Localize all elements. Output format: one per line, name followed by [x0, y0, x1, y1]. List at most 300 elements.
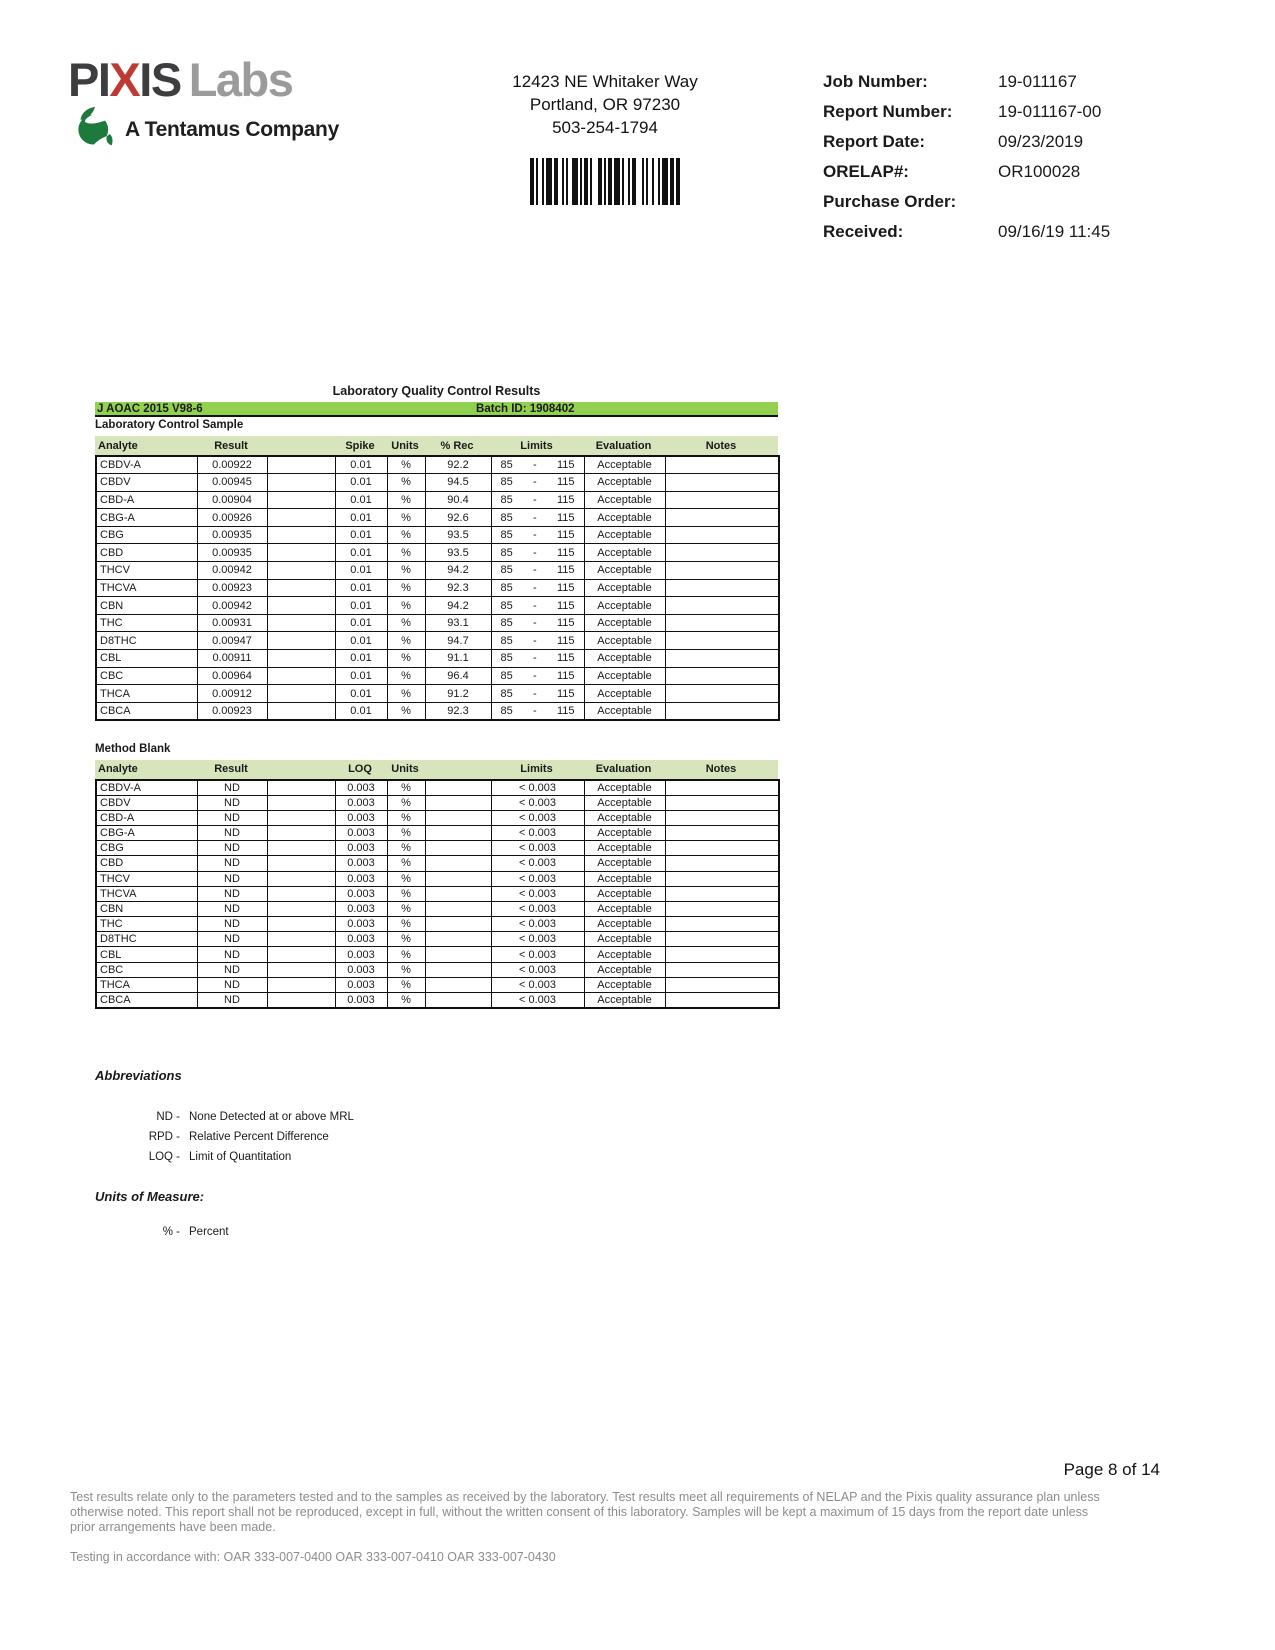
- units-cell: %: [387, 977, 425, 992]
- result-cell: 0.00964: [197, 667, 267, 685]
- result-cell: ND: [197, 977, 267, 992]
- percent-rec-cell: 94.2: [425, 562, 491, 580]
- table-row: [96, 650, 779, 668]
- units-cell: %: [387, 993, 425, 1008]
- report-date-value: 09/23/2019: [998, 132, 1084, 151]
- evaluation-cell: Acceptable: [584, 544, 665, 562]
- empty-cell: [267, 491, 335, 509]
- table-row: [96, 544, 779, 562]
- limits-cell: 85 - 115: [491, 650, 584, 668]
- empty-cell: [267, 632, 335, 650]
- percent-rec-cell: [425, 993, 491, 1008]
- notes-cell: [665, 993, 779, 1008]
- analyte-cell: THCA: [96, 685, 197, 703]
- result-cell: 0.00947: [197, 632, 267, 650]
- table-row: [96, 614, 779, 632]
- notes-cell: [665, 932, 779, 947]
- empty-cell: [267, 579, 335, 597]
- table-row: [96, 917, 779, 932]
- units-cell: %: [387, 526, 425, 544]
- percent-rec-cell: 92.3: [425, 702, 491, 720]
- percent-rec-cell: 93.5: [425, 526, 491, 544]
- analyte-cell: THCV: [96, 871, 197, 886]
- analyte-cell: CBDV: [96, 474, 197, 492]
- spike-cell: 0.01: [335, 579, 387, 597]
- empty-cell: [267, 562, 335, 580]
- units-cell: %: [387, 456, 425, 474]
- units-cell: %: [387, 632, 425, 650]
- empty-cell: [267, 685, 335, 703]
- column-header: Notes: [705, 763, 737, 776]
- column-header: Result: [214, 763, 248, 776]
- percent-rec-cell: 92.2: [425, 456, 491, 474]
- notes-cell: [665, 685, 779, 703]
- empty-cell: [267, 977, 335, 992]
- limits-cell: 85 - 115: [491, 702, 584, 720]
- percent-rec-cell: [425, 932, 491, 947]
- analyte-cell: CBC: [96, 962, 197, 977]
- percent-rec-cell: 93.1: [425, 614, 491, 632]
- limits-cell: 85 - 115: [491, 667, 584, 685]
- notes-cell: [665, 810, 779, 825]
- job-number-value: 19-011167: [998, 72, 1077, 91]
- limits-cell: < 0.003: [491, 993, 584, 1008]
- evaluation-cell: Acceptable: [584, 667, 665, 685]
- result-cell: 0.00935: [197, 544, 267, 562]
- spike-cell: 0.01: [335, 632, 387, 650]
- loq-cell: 0.003: [335, 932, 387, 947]
- limits-cell: < 0.003: [491, 795, 584, 810]
- percent-rec-cell: [425, 901, 491, 916]
- abbr-key: RPD -: [148, 1131, 180, 1143]
- evaluation-cell: Acceptable: [584, 810, 665, 825]
- lab-address: [460, 70, 750, 205]
- loq-cell: 0.003: [335, 962, 387, 977]
- report-meta: [823, 72, 1110, 252]
- result-cell: 0.00904: [197, 491, 267, 509]
- method-batch-bar: [95, 402, 778, 417]
- units-cell: %: [387, 562, 425, 580]
- result-cell: ND: [197, 810, 267, 825]
- notes-cell: [665, 977, 779, 992]
- evaluation-cell: Acceptable: [584, 962, 665, 977]
- result-cell: 0.00931: [197, 614, 267, 632]
- abbr-definition: Percent: [189, 1226, 229, 1238]
- evaluation-cell: Acceptable: [584, 685, 665, 703]
- loq-cell: 0.003: [335, 856, 387, 871]
- percent-rec-cell: 91.1: [425, 650, 491, 668]
- notes-cell: [665, 871, 779, 886]
- percent-rec-cell: 91.2: [425, 685, 491, 703]
- column-header: Limits: [520, 439, 553, 452]
- analyte-cell: THCVA: [96, 886, 197, 901]
- received-value: 09/16/19 11:45: [998, 222, 1111, 241]
- analyte-cell: CBD-A: [96, 810, 197, 825]
- analyte-cell: CBD-A: [96, 491, 197, 509]
- loq-cell: 0.003: [335, 886, 387, 901]
- analyte-cell: THC: [96, 614, 197, 632]
- logo-text-labs: Labs: [188, 53, 293, 106]
- units-cell: %: [387, 947, 425, 962]
- table-row: [96, 632, 779, 650]
- units-cell: %: [387, 474, 425, 492]
- percent-rec-cell: [425, 977, 491, 992]
- notes-cell: [665, 474, 779, 492]
- logo-text-is: IS: [139, 53, 181, 106]
- table-row: [96, 667, 779, 685]
- abbr-definition: Limit of Quantitation: [189, 1151, 292, 1163]
- meta-label: Report Date:: [823, 132, 926, 151]
- empty-cell: [267, 993, 335, 1008]
- analyte-cell: CBG: [96, 526, 197, 544]
- notes-cell: [665, 650, 779, 668]
- percent-rec-cell: [425, 825, 491, 840]
- table-row: [96, 579, 779, 597]
- spike-cell: 0.01: [335, 544, 387, 562]
- units-cell: %: [387, 702, 425, 720]
- limits-cell: < 0.003: [491, 901, 584, 916]
- result-cell: ND: [197, 901, 267, 916]
- evaluation-cell: Acceptable: [584, 780, 665, 795]
- limits-cell: < 0.003: [491, 932, 584, 947]
- evaluation-cell: Acceptable: [584, 856, 665, 871]
- table-row: [96, 856, 779, 871]
- evaluation-cell: Acceptable: [584, 993, 665, 1008]
- loq-cell: 0.003: [335, 977, 387, 992]
- notes-cell: [665, 702, 779, 720]
- result-cell: ND: [197, 871, 267, 886]
- mb-section-title: Method Blank: [95, 742, 171, 755]
- analyte-cell: D8THC: [96, 632, 197, 650]
- percent-rec-cell: 94.2: [425, 597, 491, 615]
- percent-rec-cell: [425, 856, 491, 871]
- analyte-cell: THC: [96, 917, 197, 932]
- empty-cell: [267, 856, 335, 871]
- abbr-definition: Relative Percent Difference: [189, 1131, 329, 1143]
- column-header: Analyte: [98, 439, 138, 452]
- evaluation-cell: Acceptable: [584, 901, 665, 916]
- percent-rec-cell: 90.4: [425, 491, 491, 509]
- notes-cell: [665, 901, 779, 916]
- result-cell: ND: [197, 962, 267, 977]
- result-cell: ND: [197, 856, 267, 871]
- report-number-value: 19-011167-00: [998, 102, 1102, 121]
- abbr-key: LOQ -: [148, 1151, 180, 1163]
- notes-cell: [665, 509, 779, 527]
- units-cell: %: [387, 614, 425, 632]
- notes-cell: [665, 526, 779, 544]
- evaluation-cell: Acceptable: [584, 491, 665, 509]
- table-row: [96, 509, 779, 527]
- limits-cell: 85 - 115: [491, 491, 584, 509]
- analyte-cell: CBG-A: [96, 509, 197, 527]
- table-row: [96, 562, 779, 580]
- limits-cell: < 0.003: [491, 780, 584, 795]
- analyte-cell: CBC: [96, 667, 197, 685]
- units-cell: %: [387, 544, 425, 562]
- percent-rec-cell: 94.7: [425, 632, 491, 650]
- result-cell: 0.00912: [197, 685, 267, 703]
- evaluation-cell: Acceptable: [584, 456, 665, 474]
- result-cell: 0.00923: [197, 702, 267, 720]
- evaluation-cell: Acceptable: [584, 526, 665, 544]
- column-header: Evaluation: [595, 763, 652, 776]
- evaluation-cell: Acceptable: [584, 509, 665, 527]
- batch-id: Batch ID: 1908402: [476, 403, 575, 415]
- empty-cell: [267, 795, 335, 810]
- result-cell: 0.00911: [197, 650, 267, 668]
- loq-cell: 0.003: [335, 825, 387, 840]
- abbreviations-title: Abbreviations: [95, 1068, 182, 1083]
- notes-cell: [665, 544, 779, 562]
- result-cell: 0.00945: [197, 474, 267, 492]
- definition-row: [95, 1131, 354, 1151]
- table-row: [96, 702, 779, 720]
- notes-cell: [665, 780, 779, 795]
- percent-rec-cell: 94.5: [425, 474, 491, 492]
- lcs-column-headers: [95, 436, 778, 455]
- evaluation-cell: Acceptable: [584, 632, 665, 650]
- analyte-cell: D8THC: [96, 932, 197, 947]
- result-cell: ND: [197, 795, 267, 810]
- definition-row: [95, 1151, 354, 1171]
- analyte-cell: CBG: [96, 841, 197, 856]
- spike-cell: 0.01: [335, 667, 387, 685]
- evaluation-cell: Acceptable: [584, 702, 665, 720]
- analyte-cell: CBN: [96, 597, 197, 615]
- empty-cell: [267, 886, 335, 901]
- units-cell: %: [387, 917, 425, 932]
- empty-cell: [267, 962, 335, 977]
- units-cell: %: [387, 650, 425, 668]
- table-row: [96, 947, 779, 962]
- lab-logo: [68, 53, 339, 153]
- table-row: [96, 841, 779, 856]
- table-row: [96, 962, 779, 977]
- address-line: Portland, OR 97230: [529, 95, 681, 114]
- logo-text-x: X: [109, 53, 140, 106]
- units-cell: %: [387, 856, 425, 871]
- loq-cell: 0.003: [335, 917, 387, 932]
- empty-cell: [267, 871, 335, 886]
- column-header: Units: [391, 763, 419, 776]
- limits-cell: < 0.003: [491, 871, 584, 886]
- empty-cell: [267, 650, 335, 668]
- units-cell: %: [387, 795, 425, 810]
- limits-cell: < 0.003: [491, 856, 584, 871]
- units-cell: %: [387, 932, 425, 947]
- table-row: [96, 456, 779, 474]
- empty-cell: [267, 614, 335, 632]
- table-row: [96, 491, 779, 509]
- limits-cell: 85 - 115: [491, 614, 584, 632]
- table-row: [96, 977, 779, 992]
- empty-cell: [267, 509, 335, 527]
- percent-rec-cell: [425, 962, 491, 977]
- notes-cell: [665, 632, 779, 650]
- spike-cell: 0.01: [335, 526, 387, 544]
- units-cell: %: [387, 667, 425, 685]
- notes-cell: [665, 856, 779, 871]
- lcs-section-title: Laboratory Control Sample: [95, 419, 244, 431]
- analyte-cell: CBDV: [96, 795, 197, 810]
- column-header: Result: [214, 439, 248, 452]
- column-header: Units: [391, 439, 419, 452]
- abbreviations-section: [95, 1068, 354, 1246]
- result-cell: ND: [197, 841, 267, 856]
- percent-rec-cell: [425, 917, 491, 932]
- percent-rec-cell: [425, 947, 491, 962]
- analyte-cell: CBD: [96, 856, 197, 871]
- spike-cell: 0.01: [335, 562, 387, 580]
- units-cell: %: [387, 962, 425, 977]
- table-row: [96, 780, 779, 795]
- analyte-cell: THCA: [96, 977, 197, 992]
- evaluation-cell: Acceptable: [584, 917, 665, 932]
- footer-testing-accordance: Testing in accordance with: OAR 333-007-0400 OAR 333-007-0410 OAR 333-007-0430: [70, 1550, 556, 1564]
- notes-cell: [665, 562, 779, 580]
- evaluation-cell: Acceptable: [584, 579, 665, 597]
- analyte-cell: CBL: [96, 947, 197, 962]
- loq-cell: 0.003: [335, 947, 387, 962]
- units-cell: %: [387, 780, 425, 795]
- limits-cell: 85 - 115: [491, 544, 584, 562]
- spike-cell: 0.01: [335, 702, 387, 720]
- table-row: [96, 825, 779, 840]
- analyte-cell: CBN: [96, 901, 197, 916]
- analyte-cell: THCVA: [96, 579, 197, 597]
- column-header: Limits: [520, 763, 553, 776]
- notes-cell: [665, 579, 779, 597]
- limits-cell: < 0.003: [491, 977, 584, 992]
- analyte-cell: CBG-A: [96, 825, 197, 840]
- limits-cell: 85 - 115: [491, 456, 584, 474]
- table-row: [96, 685, 779, 703]
- abbr-definition: None Detected at or above MRL: [189, 1111, 354, 1123]
- result-cell: 0.00926: [197, 509, 267, 527]
- result-cell: 0.00942: [197, 562, 267, 580]
- column-header: Spike: [345, 439, 375, 452]
- result-cell: 0.00942: [197, 597, 267, 615]
- limits-cell: < 0.003: [491, 962, 584, 977]
- units-cell: %: [387, 841, 425, 856]
- percent-rec-cell: [425, 871, 491, 886]
- logo-text-pi: PI: [68, 53, 110, 106]
- result-cell: ND: [197, 780, 267, 795]
- meta-label: ORELAP#:: [823, 162, 909, 181]
- notes-cell: [665, 614, 779, 632]
- percent-rec-cell: [425, 841, 491, 856]
- units-cell: %: [387, 597, 425, 615]
- loq-cell: 0.003: [335, 841, 387, 856]
- analyte-cell: CBL: [96, 650, 197, 668]
- empty-cell: [267, 780, 335, 795]
- table-row: [96, 993, 779, 1008]
- evaluation-cell: Acceptable: [584, 886, 665, 901]
- column-header: Notes: [705, 439, 737, 452]
- result-cell: ND: [197, 886, 267, 901]
- empty-cell: [267, 474, 335, 492]
- phone-number: 503-254-1794: [552, 118, 658, 137]
- units-cell: %: [387, 579, 425, 597]
- percent-rec-cell: [425, 780, 491, 795]
- result-cell: ND: [197, 947, 267, 962]
- address-line: 12423 NE Whitaker Way: [512, 72, 698, 91]
- percent-rec-cell: 96.4: [425, 667, 491, 685]
- barcode: [460, 158, 750, 205]
- column-header: LOQ: [348, 763, 372, 776]
- qc-results-section: [95, 384, 778, 1009]
- table-row: [96, 871, 779, 886]
- units-cell: %: [387, 685, 425, 703]
- analyte-cell: CBCA: [96, 993, 197, 1008]
- limits-cell: < 0.003: [491, 917, 584, 932]
- spike-cell: 0.01: [335, 650, 387, 668]
- limits-cell: < 0.003: [491, 947, 584, 962]
- analyte-cell: CBD: [96, 544, 197, 562]
- logo-wordmark: [68, 53, 339, 106]
- loq-cell: 0.003: [335, 993, 387, 1008]
- evaluation-cell: Acceptable: [584, 562, 665, 580]
- result-cell: 0.00935: [197, 526, 267, 544]
- notes-cell: [665, 917, 779, 932]
- meta-label: Report Number:: [823, 102, 953, 121]
- notes-cell: [665, 597, 779, 615]
- loq-cell: 0.003: [335, 810, 387, 825]
- percent-rec-cell: 92.3: [425, 579, 491, 597]
- evaluation-cell: Acceptable: [584, 841, 665, 856]
- limits-cell: 85 - 115: [491, 474, 584, 492]
- percent-rec-cell: [425, 810, 491, 825]
- loq-cell: 0.003: [335, 795, 387, 810]
- table-row: [96, 810, 779, 825]
- spike-cell: 0.01: [335, 509, 387, 527]
- analyte-cell: CBDV-A: [96, 780, 197, 795]
- table-row: [96, 932, 779, 947]
- table-row: [96, 886, 779, 901]
- empty-cell: [267, 544, 335, 562]
- leaf-icon: [74, 106, 116, 153]
- evaluation-cell: Acceptable: [584, 597, 665, 615]
- limits-cell: 85 - 115: [491, 685, 584, 703]
- notes-cell: [665, 962, 779, 977]
- table-row: [96, 474, 779, 492]
- lcs-table: [95, 455, 780, 721]
- percent-rec-cell: 92.6: [425, 509, 491, 527]
- empty-cell: [267, 825, 335, 840]
- spike-cell: 0.01: [335, 685, 387, 703]
- result-cell: ND: [197, 932, 267, 947]
- evaluation-cell: Acceptable: [584, 932, 665, 947]
- spike-cell: 0.01: [335, 597, 387, 615]
- table-row: [96, 795, 779, 810]
- result-cell: ND: [197, 825, 267, 840]
- units-cell: %: [387, 509, 425, 527]
- notes-cell: [665, 947, 779, 962]
- empty-cell: [267, 901, 335, 916]
- units-cell: %: [387, 825, 425, 840]
- column-header: Analyte: [98, 763, 138, 776]
- percent-rec-cell: 93.5: [425, 544, 491, 562]
- loq-cell: 0.003: [335, 780, 387, 795]
- empty-cell: [267, 526, 335, 544]
- notes-cell: [665, 491, 779, 509]
- spike-cell: 0.01: [335, 474, 387, 492]
- evaluation-cell: Acceptable: [584, 871, 665, 886]
- notes-cell: [665, 456, 779, 474]
- loq-cell: 0.003: [335, 871, 387, 886]
- limits-cell: 85 - 115: [491, 632, 584, 650]
